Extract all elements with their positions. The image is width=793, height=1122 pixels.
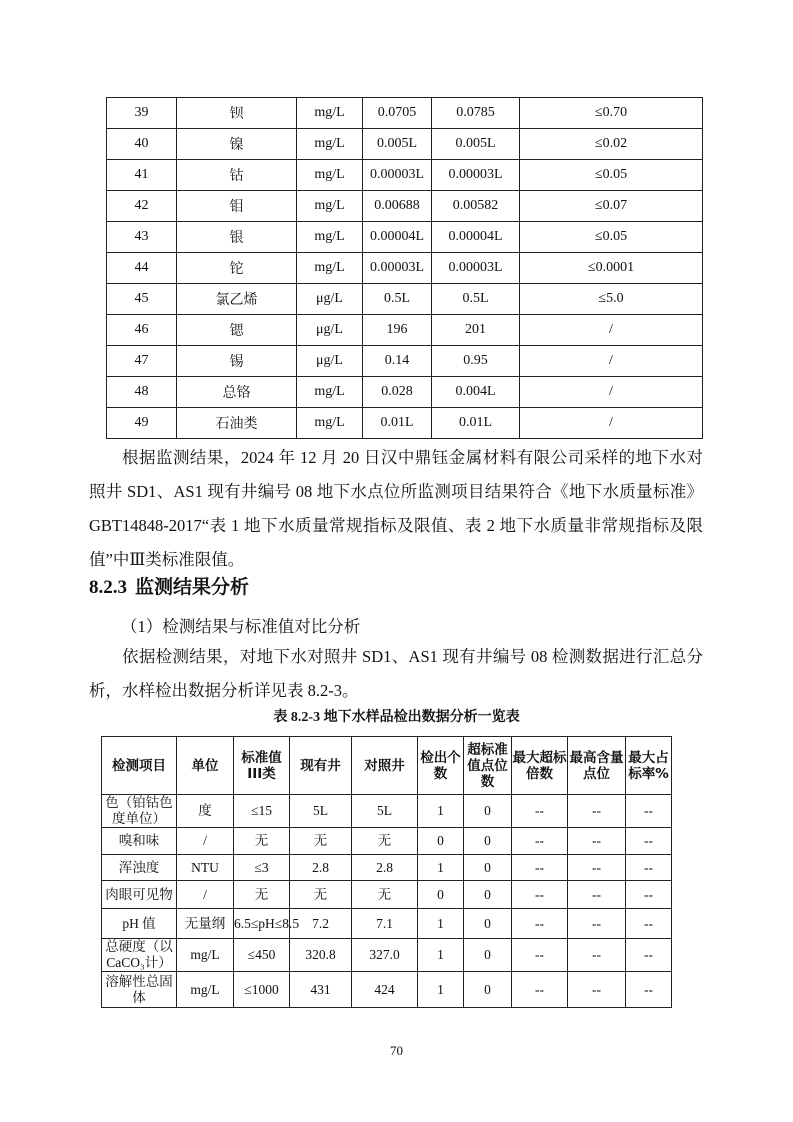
- cell-item: 铊: [177, 253, 297, 284]
- column-header: 检出个数: [418, 737, 464, 795]
- cell-unit: mg/L: [297, 98, 363, 129]
- cell-control: 0.5L: [432, 284, 520, 315]
- cell-standard: ≤0.05: [520, 160, 703, 191]
- cell-existing: 0.0705: [363, 98, 432, 129]
- cell-control: 0.0785: [432, 98, 520, 129]
- cell: 431: [290, 972, 352, 1008]
- cell: --: [512, 881, 568, 909]
- cell-control: 0.004L: [432, 377, 520, 408]
- table-row: [107, 315, 703, 346]
- cell-unit: mg/L: [297, 191, 363, 222]
- cell-control: 0.005L: [432, 129, 520, 160]
- cell: --: [626, 881, 672, 909]
- subsection-item: （1）检测结果与标准值对比分析: [121, 617, 361, 636]
- column-header: 现有井: [290, 737, 352, 795]
- cell: ≤3: [234, 855, 290, 881]
- cell: 无: [234, 828, 290, 855]
- cell: 嗅和味: [102, 828, 177, 855]
- table-header-row: [102, 737, 672, 795]
- cell-control: 201: [432, 315, 520, 346]
- cell-control: 0.00003L: [432, 253, 520, 284]
- table-row: [107, 129, 703, 160]
- cell: mg/L: [177, 939, 234, 972]
- cell-item: 锶: [177, 315, 297, 346]
- cell-existing: 0.00003L: [363, 253, 432, 284]
- cell-existing: 0.00004L: [363, 222, 432, 253]
- cell-item: 总铬: [177, 377, 297, 408]
- detection-analysis-table: [101, 736, 672, 1008]
- cell-item: 钴: [177, 160, 297, 191]
- column-header: 检测项目: [102, 737, 177, 795]
- cell-existing: 0.00003L: [363, 160, 432, 191]
- table-row: [107, 98, 703, 129]
- cell-control: 0.00003L: [432, 160, 520, 191]
- cell: NTU: [177, 855, 234, 881]
- cell: --: [512, 828, 568, 855]
- continued-results-table: [106, 97, 703, 439]
- cell-unit: mg/L: [297, 222, 363, 253]
- cell-unit: mg/L: [297, 129, 363, 160]
- cell-control: 0.00004L: [432, 222, 520, 253]
- cell-standard: /: [520, 408, 703, 439]
- cell-item: 钼: [177, 191, 297, 222]
- cell: /: [177, 828, 234, 855]
- table-row: [107, 284, 703, 315]
- cell-unit: mg/L: [297, 160, 363, 191]
- table-row: [107, 408, 703, 439]
- cell: 0: [464, 828, 512, 855]
- cell-unit: μg/L: [297, 284, 363, 315]
- cell-control: 0.95: [432, 346, 520, 377]
- cell: 无: [290, 828, 352, 855]
- cell-unit: mg/L: [297, 377, 363, 408]
- cell: --: [512, 972, 568, 1008]
- page-number: 70: [390, 1043, 403, 1058]
- cell-existing: 196: [363, 315, 432, 346]
- cell: 1: [418, 909, 464, 939]
- cell: 2.8: [290, 855, 352, 881]
- cell-no: 49: [107, 408, 177, 439]
- cell-item: 锡: [177, 346, 297, 377]
- cell-unit: μg/L: [297, 315, 363, 346]
- column-header: 对照井: [352, 737, 418, 795]
- cell-item: 钡: [177, 98, 297, 129]
- column-header: 单位: [177, 737, 234, 795]
- cell: 0: [464, 855, 512, 881]
- cell: 0: [418, 881, 464, 909]
- cell-existing: 0.00688: [363, 191, 432, 222]
- cell: 溶解性总固体: [102, 972, 177, 1008]
- cell: 总硬度（以CaCO₃计）: [102, 939, 177, 972]
- cell: --: [626, 795, 672, 828]
- cell: --: [626, 939, 672, 972]
- cell-existing: 0.5L: [363, 284, 432, 315]
- cell: 2.8: [352, 855, 418, 881]
- cell-no: 42: [107, 191, 177, 222]
- cell-existing: 0.028: [363, 377, 432, 408]
- cell-unit: mg/L: [297, 408, 363, 439]
- cell: 327.0: [352, 939, 418, 972]
- cell: --: [512, 939, 568, 972]
- cell: --: [512, 855, 568, 881]
- cell: --: [568, 972, 626, 1008]
- cell: 1: [418, 855, 464, 881]
- cell: --: [512, 795, 568, 828]
- cell: 无: [234, 881, 290, 909]
- cell: ≤15: [234, 795, 290, 828]
- cell-no: 47: [107, 346, 177, 377]
- cell: 0: [418, 828, 464, 855]
- column-header: 最大超标倍数: [512, 737, 568, 795]
- cell: ≤1000: [234, 972, 290, 1008]
- table-row: [107, 253, 703, 284]
- cell-item: 石油类: [177, 408, 297, 439]
- cell: --: [568, 795, 626, 828]
- cell: --: [626, 972, 672, 1008]
- cell: --: [626, 828, 672, 855]
- cell-standard: ≤0.70: [520, 98, 703, 129]
- table-row: [107, 346, 703, 377]
- cell: 肉眼可见物: [102, 881, 177, 909]
- table-row: [102, 972, 672, 1008]
- analysis-paragraph: 依据检测结果，对地下水对照井 SD1、AS1 现有井编号 08 检测数据进行汇总分析，水样检出数据分析详见表 8.2-3。: [89, 647, 703, 700]
- cell-item: 镍: [177, 129, 297, 160]
- cell: --: [626, 909, 672, 939]
- table-row: [107, 222, 703, 253]
- table-row: [102, 909, 672, 939]
- cell: pH 值: [102, 909, 177, 939]
- cell: --: [568, 909, 626, 939]
- cell-control: 0.00582: [432, 191, 520, 222]
- cell: /: [177, 881, 234, 909]
- column-header: 超标准值点位数: [464, 737, 512, 795]
- cell: 1: [418, 939, 464, 972]
- cell: 1: [418, 972, 464, 1008]
- cell: 0: [464, 795, 512, 828]
- cell-standard: /: [520, 315, 703, 346]
- cell-no: 45: [107, 284, 177, 315]
- section-title: 监测结果分析: [135, 577, 250, 598]
- cell-standard: /: [520, 346, 703, 377]
- cell: --: [512, 909, 568, 939]
- cell-no: 46: [107, 315, 177, 346]
- cell-unit: μg/L: [297, 346, 363, 377]
- cell: 无: [290, 881, 352, 909]
- table-row: [102, 795, 672, 828]
- cell: 0: [464, 909, 512, 939]
- cell: 0: [464, 939, 512, 972]
- cell-unit: mg/L: [297, 253, 363, 284]
- cell: 320.8: [290, 939, 352, 972]
- section-heading: [89, 572, 249, 599]
- cell: --: [568, 828, 626, 855]
- table-row: [107, 377, 703, 408]
- cell-control: 0.01L: [432, 408, 520, 439]
- cell-standard: ≤0.05: [520, 222, 703, 253]
- cell: 7.1: [352, 909, 418, 939]
- cell: 浑浊度: [102, 855, 177, 881]
- table-row: [102, 828, 672, 855]
- section-number: 8.2.3: [89, 577, 127, 598]
- cell: --: [626, 855, 672, 881]
- cell-no: 48: [107, 377, 177, 408]
- cell: 0: [464, 881, 512, 909]
- cell: 无量纲: [177, 909, 234, 939]
- cell: 5L: [290, 795, 352, 828]
- column-header: 最高含量点位: [568, 737, 626, 795]
- column-header: 标准值III类: [234, 737, 290, 795]
- table-row: [102, 881, 672, 909]
- cell-standard: ≤0.02: [520, 129, 703, 160]
- table-caption: 表 8.2-3 地下水样品检出数据分析一览表: [273, 710, 520, 725]
- column-header: 最大占标率%: [626, 737, 672, 795]
- cell: 无: [352, 828, 418, 855]
- cell: 7.2: [290, 909, 352, 939]
- cell-no: 40: [107, 129, 177, 160]
- cell: --: [568, 881, 626, 909]
- cell: 424: [352, 972, 418, 1008]
- cell-standard: ≤5.0: [520, 284, 703, 315]
- cell-no: 39: [107, 98, 177, 129]
- cell: 0: [464, 972, 512, 1008]
- cell-no: 41: [107, 160, 177, 191]
- cell-item: 银: [177, 222, 297, 253]
- cell-standard: /: [520, 377, 703, 408]
- cell: --: [568, 939, 626, 972]
- cell: 色（铂钴色度单位）: [102, 795, 177, 828]
- cell: --: [568, 855, 626, 881]
- cell-no: 44: [107, 253, 177, 284]
- conclusion-paragraph: 根据监测结果，2024 年 12 月 20 日汉中鼎钰金属材料有限公司采样的地下水对照井 SD1、AS1 现有井编号 08 地下水点位所监测项目结果符合《地下水质量标准》GBT14848-2017“表 1 地下水质量常规指标及限值、表 2 地下水质量非常规指标及限值”中Ⅲ类标准限值。: [89, 448, 703, 569]
- cell: 1: [418, 795, 464, 828]
- table-row: [102, 855, 672, 881]
- cell: mg/L: [177, 972, 234, 1008]
- cell-existing: 0.14: [363, 346, 432, 377]
- cell: 6.5≤pH≤8.5: [234, 909, 290, 939]
- cell-existing: 0.005L: [363, 129, 432, 160]
- table-row: [107, 191, 703, 222]
- cell-standard: ≤0.0001: [520, 253, 703, 284]
- cell: 5L: [352, 795, 418, 828]
- cell-standard: ≤0.07: [520, 191, 703, 222]
- table-row: [107, 160, 703, 191]
- cell-no: 43: [107, 222, 177, 253]
- cell: 度: [177, 795, 234, 828]
- cell-existing: 0.01L: [363, 408, 432, 439]
- table-row: [102, 939, 672, 972]
- cell: 无: [352, 881, 418, 909]
- cell: ≤450: [234, 939, 290, 972]
- cell-item: 氯乙烯: [177, 284, 297, 315]
